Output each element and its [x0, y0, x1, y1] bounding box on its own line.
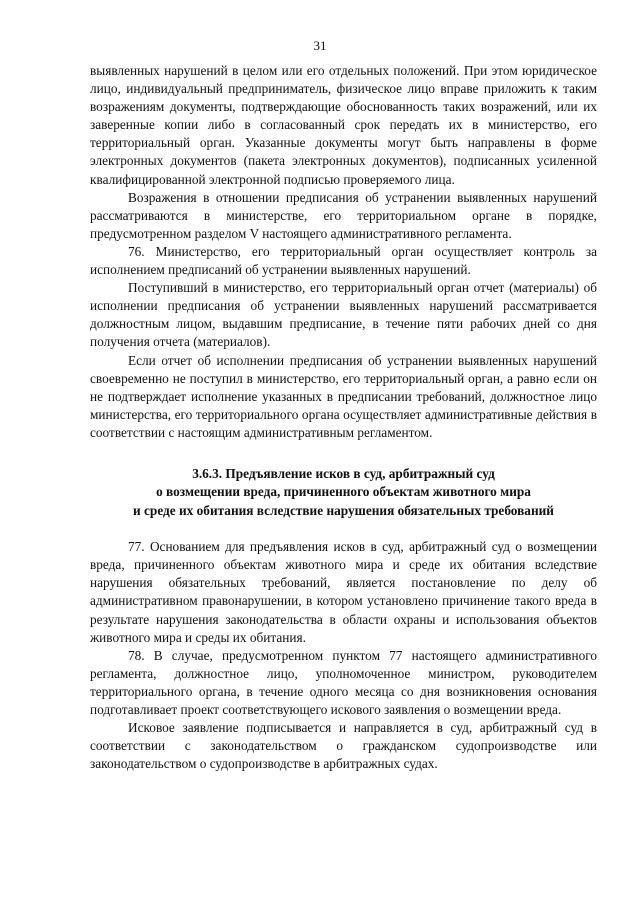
- page-number: 31: [313, 38, 327, 53]
- paragraph-report-missing: Если отчет об исполнении предписания об устранении выявленных нарушений своевременно не поступил в министерство, его территориальный орган, а равно если он не подтверждает исполнение указанных в предписании требований, должностное лицо министерства, его территориального органа осуществляет административные действия в соответствии с настоящим административным регламентом.: [90, 352, 597, 440]
- document-body: [90, 62, 597, 773]
- paragraph-item-76: 76. Министерство, его территориальный орган осуществляет контроль за исполнением предписаний об устранении выявленных нарушений.: [90, 243, 597, 278]
- paragraph-objections: Возражения в отношении предписания об устранении выявленных нарушений рассматриваются в министерстве, его территориальном органе в порядке, предусмотренном разделом V настоящего административного регламента.: [90, 189, 597, 241]
- paragraph-claim-filing: Исковое заявление подписывается и направляется в суд, арбитражный суд в соответствии с законодательством о гражданском судопроизводстве или законодательством о судопроизводстве в арбитражных судах.: [90, 720, 597, 772]
- section-heading: [90, 465, 597, 520]
- paragraph-item-78: 78. В случае, предусмотренном пунктом 77 настоящего административного регламента, должностное лицо, уполномоченное министром, руководителем территориального органа, в течение одного месяца со дня возникновения основания подготавливает проект соответствующего искового заявления о возмещении вреда.: [90, 647, 597, 718]
- section-heading-line-1: 3.6.3. Предъявление исков в суд, арбитражный суд: [192, 465, 495, 481]
- section-heading-line-3: и среде их обитания вследствие нарушения обязательных требований: [133, 502, 554, 518]
- paragraph-item-77: 77. Основанием для предъявления исков в суд, арбитражный суд о возмещении вреда, причиненного объектам животного мира и среде их обитания вследствие нарушения обязательных требований, является постановление по делу об административном правонарушении, в котором установлено причинение такого вреда в результате нарушения законодательства в области охраны и использования объектов животного мира и среды их обитания.: [90, 539, 597, 645]
- paragraph-report-review: Поступивший в министерство, его территориальный орган отчет (материалы) об исполнении предписания об устранении выявленных нарушений рассматривается должностным лицом, выдавшим предписание, в течение пяти рабочих дней со дня получения отчета (материалов).: [90, 280, 597, 350]
- section-heading-line-2: о возмещении вреда, причиненного объектам животного мира: [156, 484, 531, 500]
- paragraph-continuation: выявленных нарушений в целом или его отдельных положений. При этом юридическое лицо, индивидуальный предприниматель, физическое лицо вправе приложить к таким возражениям документы, подтверждающие обоснованность таких возражений, или их заверенные копии либо в согласованный срок передать их в министерство, его территориальный орган. Указанные документы могут быть направлены в форме электронных документов (пакета электронных документов), подписанных усиленной квалифицированной электронной подписью проверяемого лица.: [90, 63, 597, 187]
